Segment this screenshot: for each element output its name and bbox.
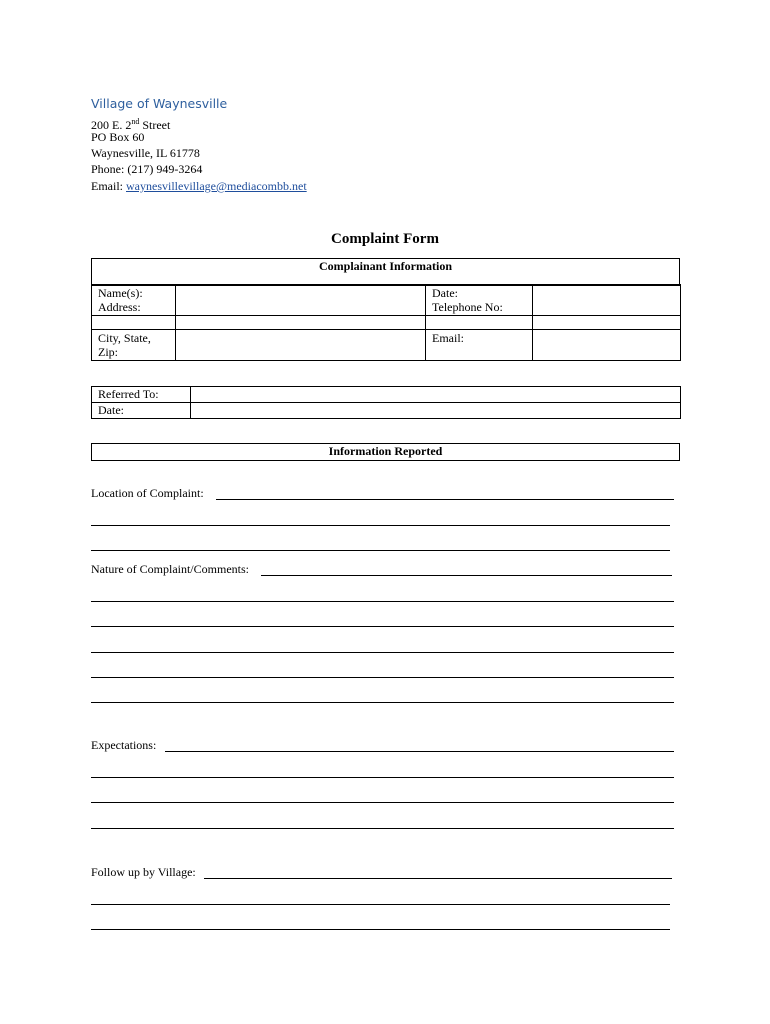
- address-label: Address:: [98, 300, 141, 314]
- names-address-field[interactable]: [176, 285, 426, 316]
- location-label: Location of Complaint:: [91, 486, 204, 500]
- referred-date-label: Date:: [98, 403, 124, 417]
- complainant-email-label: Email:: [432, 331, 464, 345]
- street-number: 200 E. 2: [91, 118, 132, 132]
- email-label: Email:: [91, 179, 126, 193]
- spacer-cell: [92, 316, 176, 330]
- telephone-field-2[interactable]: [533, 316, 681, 330]
- referred-field[interactable]: [191, 387, 681, 403]
- followup-line[interactable]: [91, 904, 670, 905]
- complainant-table: [91, 284, 681, 361]
- city-state-zip: Waynesville, IL 61778: [91, 146, 200, 160]
- complainant-header-table: [91, 258, 680, 286]
- po-box: PO Box 60: [91, 130, 145, 144]
- address-field-2[interactable]: [176, 316, 426, 330]
- city-label-cell: [92, 330, 176, 361]
- referred-date-label-cell: [92, 403, 191, 419]
- expectations-label: Expectations:: [91, 738, 157, 752]
- spacer-cell: [426, 316, 533, 330]
- expectations-line[interactable]: [165, 751, 674, 752]
- names-label: Name(s):: [98, 286, 143, 300]
- reported-header-table: [91, 443, 680, 461]
- city-label: City, State,: [98, 331, 151, 345]
- followup-line[interactable]: [91, 929, 670, 930]
- names-label-cell: [92, 285, 176, 316]
- reported-heading: Information Reported: [92, 444, 680, 461]
- date-label-cell: [426, 285, 533, 316]
- email-line: [91, 178, 307, 194]
- zip-label: Zip:: [98, 345, 118, 359]
- nature-line[interactable]: [91, 626, 674, 627]
- organization-name: Village of Waynesville: [91, 96, 228, 111]
- date-telephone-field[interactable]: [533, 285, 681, 316]
- form-title: Complaint Form: [331, 231, 439, 247]
- nature-line[interactable]: [261, 575, 672, 576]
- phone-line: Phone: (217) 949-3264: [91, 162, 203, 176]
- telephone-label: Telephone No:: [432, 300, 503, 314]
- street-ordinal: nd: [131, 117, 140, 126]
- referred-date-field[interactable]: [191, 403, 681, 419]
- referred-label-cell: [92, 387, 191, 403]
- referred-table: [91, 386, 681, 419]
- nature-line[interactable]: [91, 601, 674, 602]
- date-label: Date:: [432, 286, 458, 300]
- followup-line[interactable]: [204, 878, 672, 879]
- expectations-line[interactable]: [91, 777, 674, 778]
- expectations-line[interactable]: [91, 802, 674, 803]
- referred-label: Referred To:: [98, 387, 159, 401]
- location-line[interactable]: [216, 499, 674, 500]
- email-label-cell: [426, 330, 533, 361]
- street-name: Street: [139, 118, 171, 132]
- location-line[interactable]: [91, 525, 670, 526]
- location-line[interactable]: [91, 550, 670, 551]
- nature-line[interactable]: [91, 652, 674, 653]
- city-zip-field[interactable]: [176, 330, 426, 361]
- nature-line[interactable]: [91, 702, 674, 703]
- email-link[interactable]: waynesvillevillage@mediacombb.net: [126, 179, 307, 193]
- nature-label: Nature of Complaint/Comments:: [91, 562, 249, 576]
- expectations-line[interactable]: [91, 828, 674, 829]
- complainant-email-field[interactable]: [533, 330, 681, 361]
- complainant-heading: Complainant Information: [92, 259, 680, 286]
- nature-line[interactable]: [91, 677, 674, 678]
- followup-label: Follow up by Village:: [91, 865, 196, 879]
